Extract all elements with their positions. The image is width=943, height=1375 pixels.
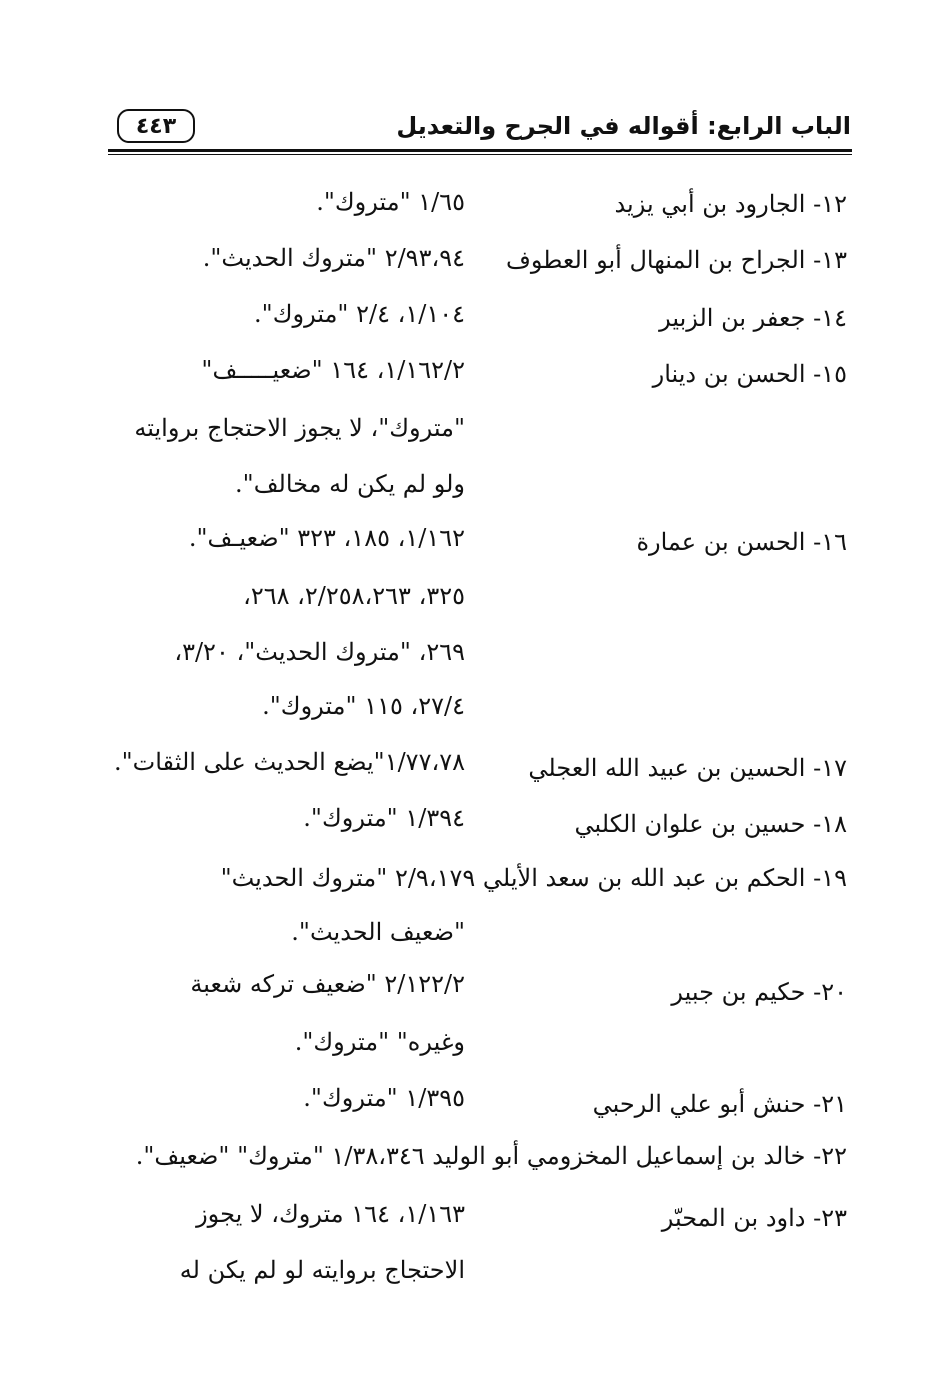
entry-14-name: ١٤- جعفر بن الزبير — [659, 304, 847, 332]
entry-12-ref: ١/٦٥ "متروك". — [316, 188, 465, 216]
entry-15-ref: ١/١٦٢/٢، ١٦٤ "ضعيـــــف" — [201, 356, 465, 384]
entry-21-name: ٢١- حنش أبو علي الرحبي — [592, 1090, 847, 1118]
entry-14-ref: ١/١٠٤، ٢/٤ "متروك". — [254, 300, 465, 328]
entry-15-cont-2: ولو لم يكن له مخالف". — [235, 470, 465, 498]
entry-21-ref: ١/٣٩٥ "متروك". — [303, 1084, 465, 1112]
entry-22-line: ٢٢- خالد بن إسماعيل المخزومي أبو الوليد ١/٣٨،٣٤٦ "متروك" "ضعيف". — [135, 1142, 847, 1170]
entry-15-cont-1: "متروك"، لا يجوز الاحتجاج بروايته — [134, 414, 465, 442]
chapter-title: الباب الرابع: أقواله في الجرح والتعديل — [396, 112, 851, 140]
entry-15-name: ١٥- الحسن بن دينار — [652, 360, 847, 388]
entry-13-name: ١٣- الجراح بن المنهال أبو العطوف — [505, 246, 847, 274]
entry-20-ref: ٢/١٢٢/٢ "ضعيف تركه شعبة — [190, 970, 465, 998]
entry-16-cont-2: ٢٦٩، "متروك الحديث"، ٣/٢٠، — [174, 638, 465, 666]
entry-17-ref: ١/٧٧،٧٨"يضع الحديث على الثقات". — [113, 748, 465, 776]
entry-18-ref: ١/٣٩٤ "متروك". — [303, 804, 465, 832]
entry-12-name: ١٢- الجارود بن أبي يزيد — [614, 190, 847, 218]
header-rule-thin — [108, 154, 852, 155]
entry-16-ref: ١/١٦٢، ١٨٥، ٣٢٣ "ضعيـف". — [188, 524, 465, 552]
header-rule — [108, 149, 852, 152]
page-number-badge: ٤٤٣ — [117, 109, 195, 143]
entry-17-name: ١٧- الحسين بن عبيد الله العجلي — [528, 754, 847, 782]
entry-23-ref: ١/١٦٣، ١٦٤ متروك، لا يجوز — [196, 1200, 465, 1228]
entry-23-cont-1: الاحتجاج بروايته لو لم يكن له — [179, 1256, 465, 1284]
entry-13-ref: ٢/٩٣،٩٤ "متروك الحديث". — [202, 244, 465, 272]
entry-20-cont-1: وغيره" "متروك". — [294, 1028, 465, 1056]
entry-19-line: ١٩- الحكم بن عبد الله بن سعد الأيلي ٢/٩،١٧٩ "متروك الحديث" — [220, 864, 847, 892]
entry-20-name: ٢٠- حكيم بن جبير — [671, 978, 847, 1006]
entry-16-cont-3: ٢٧/٤، ١١٥ "متروك". — [262, 692, 465, 720]
entry-16-name: ١٦- الحسن بن عمارة — [636, 528, 847, 556]
entry-19-cont-1: "ضعيف الحديث". — [291, 918, 465, 946]
entry-18-name: ١٨- حسين بن علوان الكلبي — [574, 810, 847, 838]
entry-16-cont-1: ٣٢٥، ٢/٢٥٨،٢٦٣، ٢٦٨، — [243, 582, 465, 610]
entry-23-name: ٢٣- داود بن المحبّر — [661, 1204, 847, 1232]
